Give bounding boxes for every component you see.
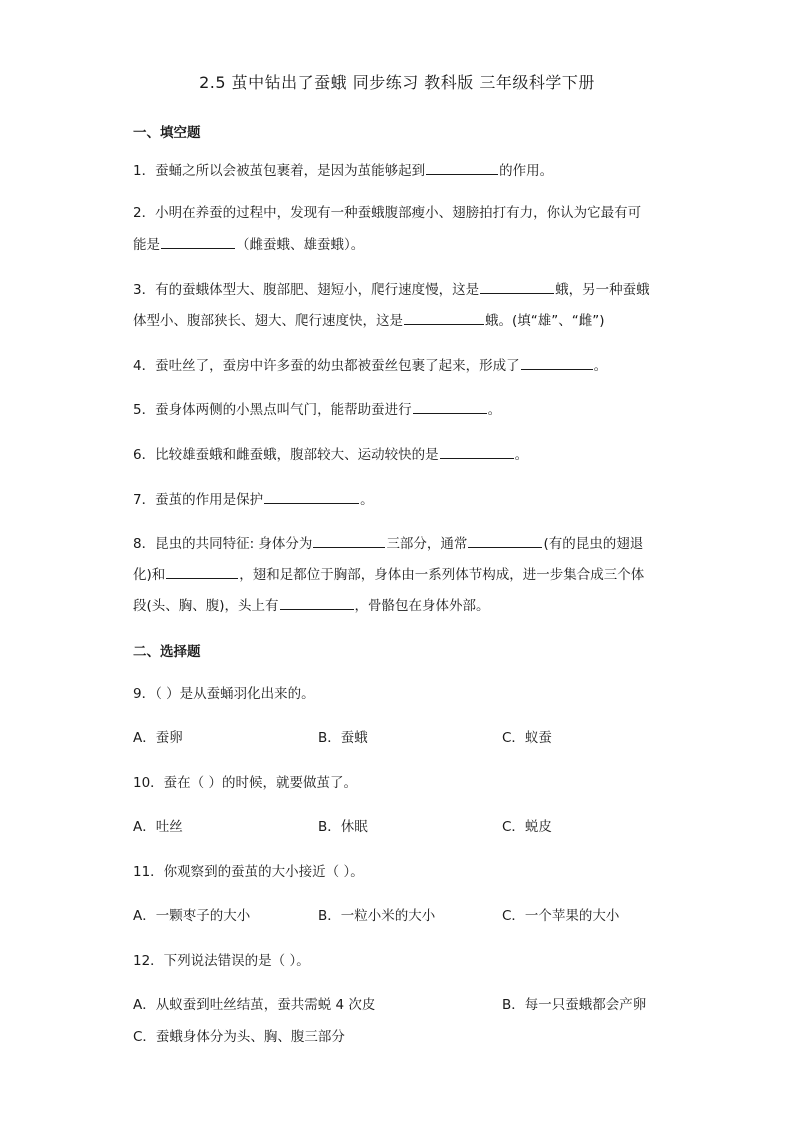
q8-text-a: 8．昆虫的共同特征: 身体分为 xyxy=(133,536,313,552)
question-2-line-2 xyxy=(133,234,364,255)
question-10-stem: 10．蚕在（ ）的时候，就要做茧了。 xyxy=(133,775,357,791)
q8-text-c: (有的昆虫的翅退 xyxy=(543,536,644,552)
q9-option-b[interactable]: B．蚕蛾 xyxy=(318,730,368,746)
q3-text-a: 3．有的蚕蛾体型大、腹部肥、翅短小，爬行速度慢，这是 xyxy=(133,282,480,298)
q1-blank[interactable] xyxy=(426,160,498,175)
q7-text-b: 。 xyxy=(360,492,374,508)
q3-text-d: 蛾。(填“雄”、“雌”) xyxy=(485,313,605,329)
q8-blank-4[interactable] xyxy=(280,595,354,610)
q3-text-b: 蛾，另一种蚕蛾 xyxy=(555,282,650,298)
question-12-stem: 12．下列说法错误的是（ ）。 xyxy=(133,953,310,969)
q1-text-a: 1．蚕蛹之所以会被茧包裹着，是因为茧能够起到 xyxy=(133,163,426,179)
question-2-line-1: 2．小明在养蚕的过程中，发现有一种蚕蛾腹部瘦小、翅膀拍打有力，你认为它最有可 xyxy=(133,205,642,221)
q9-option-c[interactable]: C．蚁蚕 xyxy=(502,730,552,746)
q9-option-a[interactable]: A．蚕卵 xyxy=(133,730,183,746)
q10-option-c[interactable]: C．蜕皮 xyxy=(502,819,552,835)
section-multiple-choice: 二、选择题 xyxy=(133,644,201,660)
q10-option-b[interactable]: B．休眠 xyxy=(318,819,368,835)
q5-blank[interactable] xyxy=(413,399,487,414)
q11-option-b[interactable]: B．一粒小米的大小 xyxy=(318,908,436,924)
question-9-stem: 9．（ ）是从蚕蛹羽化出来的。 xyxy=(133,686,315,702)
q2-text-b: （雌蚕蛾、雄蚕蛾）。 xyxy=(236,237,365,253)
question-3-line-2 xyxy=(133,310,605,331)
question-8-line-3 xyxy=(133,595,490,616)
question-7 xyxy=(133,489,374,510)
q11-option-c[interactable]: C．一个苹果的大小 xyxy=(502,908,620,924)
q3-text-c: 体型小、腹部狭长、翅大、爬行速度快，这是 xyxy=(133,313,403,329)
question-11-stem: 11．你观察到的蚕茧的大小接近（ ）。 xyxy=(133,864,364,880)
question-8-line-2 xyxy=(133,564,644,585)
q10-option-a[interactable]: A．吐丝 xyxy=(133,819,183,835)
question-4 xyxy=(133,355,607,376)
question-6 xyxy=(133,444,528,465)
q12-option-c[interactable]: C．蚕蛾身体分为头、胸、腹三部分 xyxy=(133,1029,345,1045)
q4-blank[interactable] xyxy=(521,355,593,370)
q8-text-g: ，骨骼包在身体外部。 xyxy=(354,598,490,614)
q4-text-b: 。 xyxy=(593,358,608,374)
q3-blank-1[interactable] xyxy=(480,279,554,294)
question-3-line-1 xyxy=(133,279,650,300)
q1-text-b: 的作用。 xyxy=(499,163,554,179)
question-5 xyxy=(133,399,501,420)
q7-text-a: 7．蚕茧的作用是保护 xyxy=(133,492,264,508)
q6-text-b: 。 xyxy=(514,447,529,463)
q7-blank[interactable] xyxy=(264,489,359,504)
q3-blank-2[interactable] xyxy=(404,310,484,325)
q6-text-a: 6．比较雄蚕蛾和雌蚕蛾，腹部较大、运动较快的是 xyxy=(133,447,439,463)
q8-blank-2[interactable] xyxy=(468,533,542,548)
q8-text-f: 段(头、胸、腹)，头上有 xyxy=(133,598,279,614)
q8-blank-1[interactable] xyxy=(313,533,385,548)
question-8-line-1 xyxy=(133,533,643,554)
q2-blank[interactable] xyxy=(161,234,235,249)
q8-text-d: 化)和 xyxy=(133,567,166,583)
q12-option-b[interactable]: B．每一只蚕蛾都会产卵 xyxy=(502,997,647,1013)
q4-text-a: 4．蚕吐丝了，蚕房中许多蚕的幼虫都被蚕丝包裹了起来，形成了 xyxy=(133,358,520,374)
q2-text-a: 能是 xyxy=(133,237,160,253)
q8-text-b: 三部分，通常 xyxy=(386,536,468,552)
page-title: 2.5 茧中钻出了蚕蛾 同步练习 教科版 三年级科学下册 xyxy=(199,73,595,92)
q5-text-a: 5．蚕身体两侧的小黑点叫气门，能帮助蚕进行 xyxy=(133,402,412,418)
question-1 xyxy=(133,160,553,181)
q8-text-e: ，翅和足都位于胸部，身体由一系列体节构成，进一步集合成三个体 xyxy=(239,567,645,583)
q11-option-a[interactable]: A．一颗枣子的大小 xyxy=(133,908,251,924)
q8-blank-3[interactable] xyxy=(166,564,238,579)
section-fill-in-blank: 一、填空题 xyxy=(133,125,201,141)
q12-option-a[interactable]: A．从蚁蚕到吐丝结茧，蚕共需蜕 4 次皮 xyxy=(133,997,376,1013)
q6-blank[interactable] xyxy=(440,444,514,459)
q5-text-b: 。 xyxy=(487,402,502,418)
